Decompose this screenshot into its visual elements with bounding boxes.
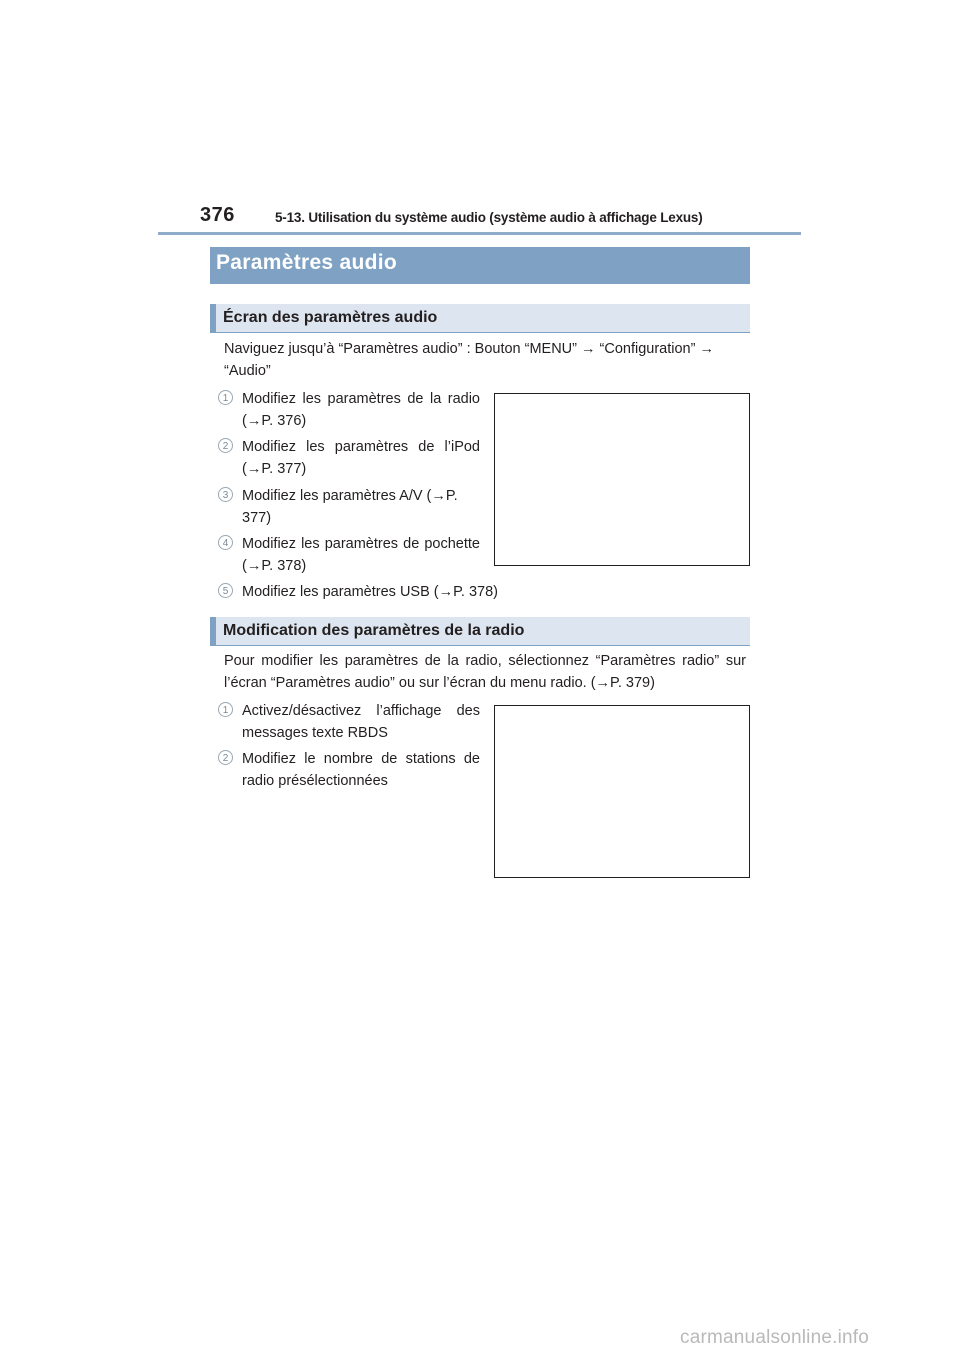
subheader-audio-settings-screen [210, 304, 750, 333]
audio-settings-navigation-text [224, 338, 746, 382]
list-item [218, 748, 480, 792]
chapter-title: 5-13. Utilisation du système audio (système audio à affichage Lexus) [275, 210, 703, 225]
navigation-line-1: Naviguez jusqu’à “Paramètres audio” : Bouton “MENU” → “Configuration” → [224, 341, 714, 357]
radio-settings-screen-image [494, 705, 750, 878]
item-number-badge: 1 [218, 390, 233, 405]
header-divider [158, 232, 801, 235]
item-number-badge: 2 [218, 438, 233, 453]
list-item [218, 388, 480, 432]
item-number-badge: 4 [218, 535, 233, 550]
navigation-line-2: “Audio” [224, 363, 271, 379]
item-text: Modifiez les paramètres de l’iPod (→P. 377) [242, 439, 480, 477]
item-text: Modifiez les paramètres de la radio (→P. 376) [242, 391, 480, 429]
subheader-radio-settings [210, 617, 750, 646]
item-number-badge: 2 [218, 750, 233, 765]
radio-settings-intro: Pour modifier les paramètres de la radio, sélectionnez “Paramètres radio” sur l’écran “Paramètres audio” ou sur l’écran du menu radio. (→P. 379) [224, 653, 746, 691]
section-banner [210, 247, 750, 284]
page-number: 376 [200, 204, 235, 226]
audio-settings-screen-image [494, 393, 750, 566]
list-item [218, 533, 480, 577]
subheader-title: Écran des paramètres audio [223, 309, 438, 326]
item-text: Modifiez les paramètres A/V (→P. 377) [242, 488, 458, 526]
section-title: Paramètres audio [216, 251, 398, 274]
item-number-badge: 5 [218, 583, 233, 598]
item-text: Modifiez les paramètres de pochette (→P. 378) [242, 536, 480, 574]
list-item [218, 436, 480, 480]
item-text: Modifiez les paramètres USB (→P. 378) [242, 584, 499, 600]
item-number-badge: 3 [218, 487, 233, 502]
list-item [218, 700, 480, 744]
watermark: carmanualsonline.info [680, 1327, 870, 1348]
item-text: Modifiez le nombre de stations de radio présélectionnées [242, 751, 480, 789]
subheader-title: Modification des paramètres de la radio [223, 622, 525, 639]
list-item [218, 581, 538, 603]
list-item [218, 485, 458, 529]
item-text: Activez/désactivez l’affichage des messages texte RBDS [242, 703, 480, 741]
item-number-badge: 1 [218, 702, 233, 717]
